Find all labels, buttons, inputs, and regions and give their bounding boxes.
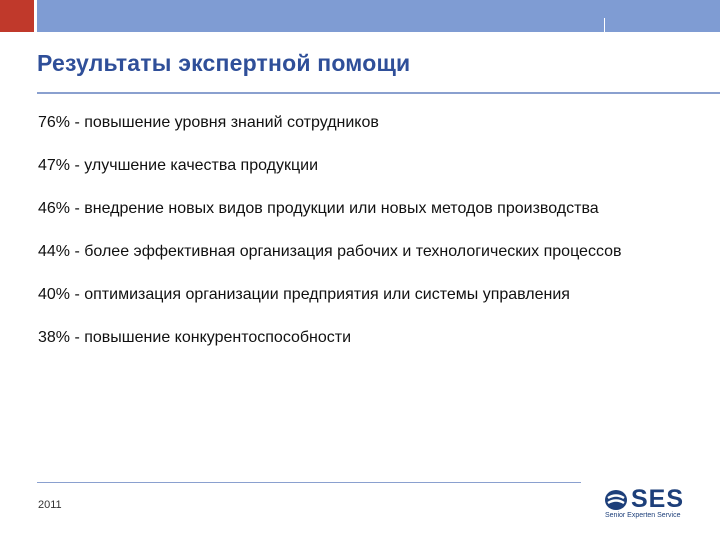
list-item: 40% - оптимизация организации предприятия или системы управления (38, 286, 570, 303)
header-divider-tick (604, 18, 605, 32)
footer-year: 2011 (38, 499, 62, 511)
list-item: 44% - более эффективная организация рабочих и технологических процессов (38, 243, 622, 260)
top-left-accent-block (0, 0, 34, 32)
list-item: 47% - улучшение качества продукции (38, 157, 319, 174)
ses-logo-text: SES (631, 485, 685, 513)
list-item: 38% - повышение конкурентоспособности (38, 329, 352, 346)
list-item: 76% - повышение уровня знаний сотрудников (38, 114, 379, 131)
footer-divider (37, 482, 581, 483)
list-item: 46% - внедрение новых видов продукции или новых методов производства (38, 200, 599, 217)
slide-title: Результаты экспертной помощи (37, 50, 411, 76)
ses-logo (604, 487, 714, 525)
ses-logo-subtitle: Senior Experten Service (605, 512, 681, 519)
results-list (38, 107, 678, 365)
title-underline (37, 92, 720, 94)
top-header-bar (37, 0, 720, 32)
